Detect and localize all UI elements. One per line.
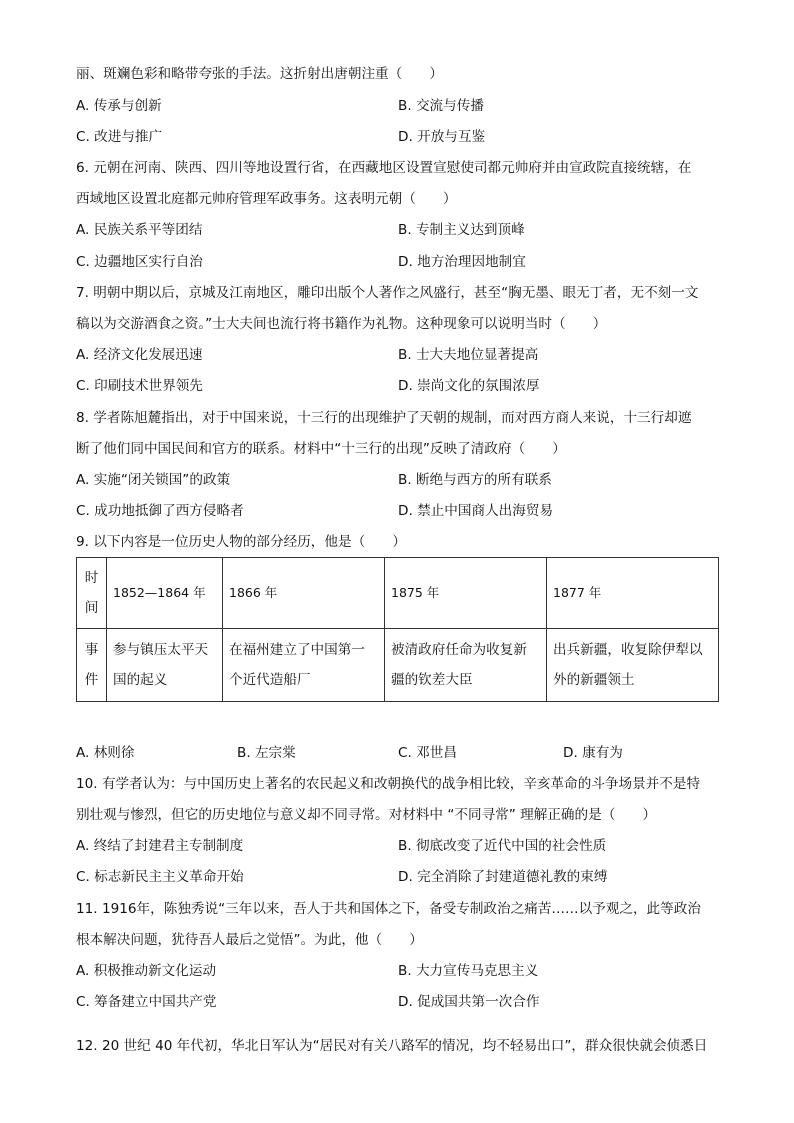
- q11-stem-line1: 11. 1916年，陈独秀说“三年以来，吾人于共和国体之下，备受专制政治之痛苦……以予观之，此等政治: [76, 901, 701, 917]
- q9-option-b: B. 左宗棠: [237, 745, 296, 761]
- q12-stem-line1: 12. 20 世纪 40 年代初，华北日军认为“居民对有关八路军的情况，均不轻易出口”，群众很快就会侦悉日: [76, 1038, 708, 1054]
- q6-option-a: A. 民族关系平等团结: [76, 222, 203, 238]
- q7-option-b: B. 士大夫地位显著提高: [398, 347, 539, 363]
- q5-option-b: B. 交流与传播: [398, 98, 484, 114]
- q9-option-d: D. 康有为: [563, 745, 623, 761]
- q5-option-d: D. 开放与互鉴: [398, 129, 486, 145]
- q8-option-c: C. 成功地抵御了西方侵略者: [76, 503, 244, 519]
- q8-option-a: A. 实施“闭关锁国”的政策: [76, 472, 231, 488]
- table-row-time: [77, 558, 719, 629]
- q10-stem-line2: 别壮观与惨烈，但它的历史地位与意义却不同寻常。对材料中 “不同寻常” 理解正确的是（ ）: [76, 807, 657, 823]
- q10-option-d: D. 完全消除了封建道德礼教的束缚: [398, 869, 608, 885]
- q10-option-c: C. 标志新民主主义革命开始: [76, 869, 244, 885]
- q9-option-a: A. 林则徐: [76, 745, 135, 761]
- q6-stem-line1: 6. 元朝在河南、陕西、四川等地设置行省，在西藏地区设置宣慰使司都元帅府并由宣政院直接统辖，在: [76, 160, 692, 176]
- q7-option-a: A. 经济文化发展迅速: [76, 347, 203, 363]
- q7-option-d: D. 崇尚文化的氛围浓厚: [398, 378, 540, 394]
- q10-stem-line1: 10. 有学者认为：与中国历史上著名的农民起义和改朝换代的战争相比较，辛亥革命的斗争场景并不是特: [76, 776, 701, 792]
- table-cell-event: 出兵新疆，收复除伊犁以 外的新疆领土: [547, 629, 719, 702]
- q6-option-c: C. 边疆地区实行自治: [76, 254, 203, 270]
- q7-option-c: C. 印刷技术世界领先: [76, 378, 203, 394]
- table-cell-year: 1852—1864 年: [107, 558, 223, 629]
- q9-stem: 9. 以下内容是一位历史人物的部分经历，他是（ ）: [76, 534, 406, 550]
- q5-stem-continuation: 丽、斑斓色彩和略带夸张的手法。这折射出唐朝注重（ ）: [76, 66, 444, 82]
- table-header-time: 时 间: [77, 558, 107, 629]
- table-header-event: 事 件: [77, 629, 107, 702]
- table-cell-event: 被清政府任命为收复新 疆的钦差大臣: [385, 629, 547, 702]
- q10-option-a: A. 终结了封建君主专制制度: [76, 838, 244, 854]
- q11-stem-line2: 根本解决问题，犹待吾人最后之觉悟”。为此，他（ ）: [76, 932, 423, 948]
- q9-events-table: [76, 557, 719, 702]
- table-row-event: [77, 629, 719, 702]
- q10-option-b: B. 彻底改变了近代中国的社会性质: [398, 838, 607, 854]
- q8-option-b: B. 断绝与西方的所有联系: [398, 472, 552, 488]
- q5-option-a: A. 传承与创新: [76, 98, 162, 114]
- q8-option-d: D. 禁止中国商人出海贸易: [398, 503, 554, 519]
- table-cell-year: 1877 年: [547, 558, 719, 629]
- q11-option-b: B. 大力宣传马克思主义: [398, 963, 539, 979]
- q11-option-d: D. 促成国共第一次合作: [398, 994, 540, 1010]
- q8-stem-line2: 断了他们同中国民间和官方的联系。材料中“十三行的出现”反映了清政府（ ）: [76, 441, 566, 457]
- table-cell-year: 1875 年: [385, 558, 547, 629]
- q11-option-a: A. 积极推动新文化运动: [76, 963, 217, 979]
- q6-stem-line2: 西域地区设置北庭都元帅府管理军政事务。这表明元朝（ ）: [76, 191, 457, 207]
- q11-option-c: C. 筹备建立中国共产党: [76, 994, 217, 1010]
- q6-option-d: D. 地方治理因地制宜: [398, 254, 526, 270]
- table-cell-event: 在福州建立了中国第一 个近代造船厂: [223, 629, 385, 702]
- q6-option-b: B. 专制主义达到顶峰: [398, 222, 525, 238]
- table-cell-event: 参与镇压太平天 国的起义: [107, 629, 223, 702]
- q7-stem-line1: 7. 明朝中期以后，京城及江南地区，雕印出版个人著作之风盛行，甚至“胸无墨、眼无丁者，无不刻一文: [76, 285, 699, 301]
- q8-stem-line1: 8. 学者陈旭麓指出，对于中国来说，十三行的出现维护了天朝的规制，而对西方商人来说，十三行却遮: [76, 410, 692, 426]
- table-cell-year: 1866 年: [223, 558, 385, 629]
- q9-option-c: C. 邓世昌: [398, 745, 457, 761]
- q5-option-c: C. 改进与推广: [76, 129, 163, 145]
- q7-stem-line2: 稿以为交游酒食之资。”士大夫间也流行将书籍作为礼物。这种现象可以说明当时（ ）: [76, 316, 607, 332]
